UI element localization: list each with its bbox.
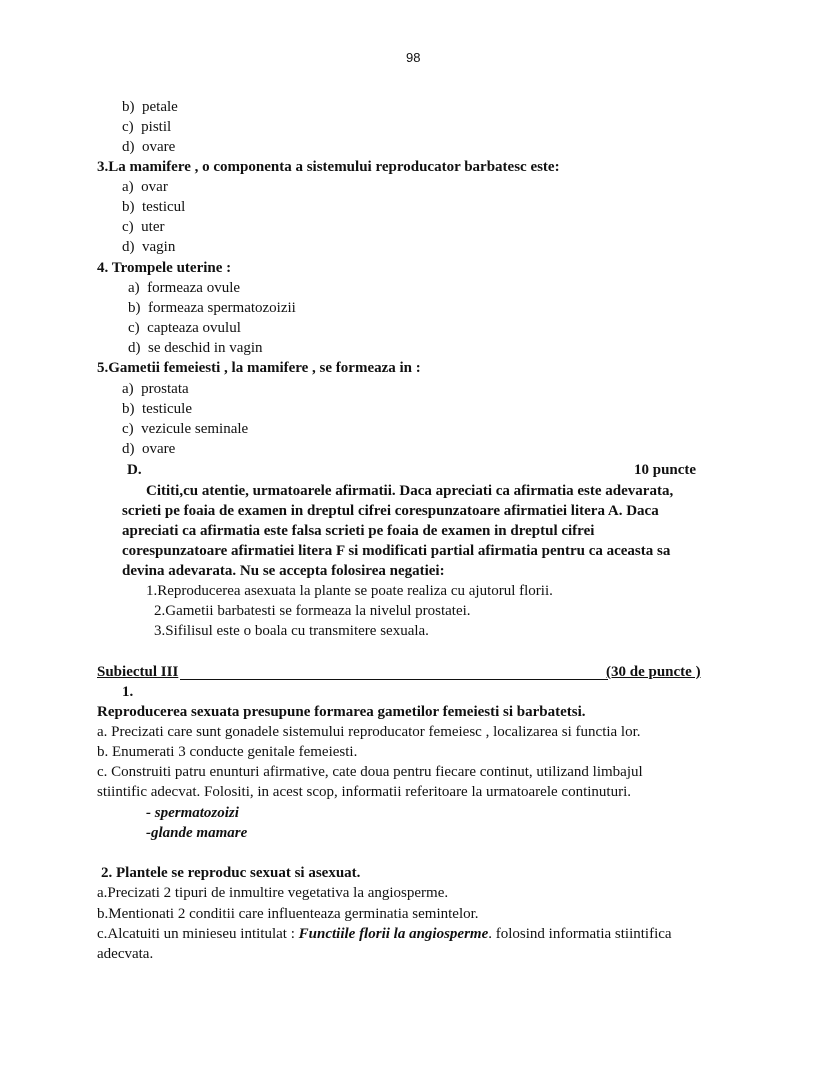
list-item: b) testicule bbox=[122, 401, 192, 417]
list-item: c) uter bbox=[122, 219, 165, 235]
question-3-title: 3.La mamifere , o componenta a sistemului reproducator barbatesc este: bbox=[97, 159, 560, 175]
instruction-line: Cititi,cu atentie, urmatoarele afirmatii. Daca apreciati ca afirmatia este adevarata, bbox=[146, 483, 674, 499]
item-1-c-cont: stiintific adecvat. Folositi, in acest scop, informatii referitoare la urmatoarele continuturi. bbox=[97, 784, 631, 800]
list-item: a) ovar bbox=[122, 179, 168, 195]
subject-3-points: (30 de puncte ) bbox=[606, 664, 701, 680]
instruction-line: devina adevarata. Nu se accepta folosirea negatiei: bbox=[122, 563, 445, 579]
list-item: b) petale bbox=[122, 99, 178, 115]
list-item: a) prostata bbox=[122, 381, 189, 397]
item-2-a: a.Precizati 2 tipuri de inmultire vegetativa la angiosperme. bbox=[97, 885, 449, 901]
item-2-heading: 2. Plantele se reproduc sexuat si asexuat. bbox=[101, 865, 361, 881]
instruction-line: apreciati ca afirmatia este falsa scrieti pe foaia de examen in dreptul cifrei bbox=[122, 523, 595, 539]
content-item: - spermatozoizi bbox=[146, 805, 239, 821]
list-item: c) capteaza ovulul bbox=[128, 320, 241, 336]
section-d-label: D. bbox=[127, 462, 142, 478]
question-4-title: 4. Trompele uterine : bbox=[97, 260, 232, 276]
underline-divider bbox=[180, 679, 608, 680]
question-5-title: 5.Gametii femeiesti , la mamifere , se formeaza in : bbox=[97, 360, 421, 376]
item-2-b: b.Mentionati 2 conditii care influenteaza germinatia semintelor. bbox=[97, 906, 479, 922]
subject-3-title: Subiectul III bbox=[97, 664, 179, 680]
page-number: 98 bbox=[406, 50, 421, 65]
essay-title: Functiile florii la angiosperme bbox=[298, 926, 489, 942]
item-1-b: b. Enumerati 3 conducte genitale femeiesti. bbox=[97, 744, 358, 760]
statement: 2.Gametii barbatesti se formeaza la nivelul prostatei. bbox=[154, 603, 471, 619]
content-item: -glande mamare bbox=[146, 825, 248, 841]
list-item: d) ovare bbox=[122, 139, 176, 155]
list-item: b) testicul bbox=[122, 199, 186, 215]
item-1-number: 1. bbox=[122, 684, 134, 700]
item-1-heading: Reproducerea sexuata presupune formarea gametilor femeiesti si barbatetsi. bbox=[97, 704, 586, 720]
item-2-c-cont: adecvata. bbox=[97, 946, 154, 962]
list-item: d) vagin bbox=[122, 239, 176, 255]
item-1-a: a. Precizati care sunt gonadele sistemului reproducator femeiesc , localizarea si functia lor. bbox=[97, 724, 641, 740]
instruction-line: corespunzatoare afirmatiei litera F si modificati partial afirmatia pentru ca aceasta sa bbox=[122, 543, 671, 559]
list-item: d) se deschid in vagin bbox=[128, 340, 263, 356]
list-item: d) ovare bbox=[122, 441, 176, 457]
item-2-c: c.Alcatuiti un minieseu intitulat : Functiile florii la angiosperme. folosind informatia stiintifica bbox=[97, 926, 672, 942]
list-item: c) vezicule seminale bbox=[122, 421, 249, 437]
statement: 1.Reproducerea asexuata la plante se poate realiza cu ajutorul florii. bbox=[146, 583, 553, 599]
statement: 3.Sifilisul este o boala cu transmitere sexuala. bbox=[154, 623, 429, 639]
instruction-line: scrieti pe foaia de examen in dreptul cifrei corespunzatoare afirmatiei litera A. Daca bbox=[122, 503, 659, 519]
list-item: c) pistil bbox=[122, 119, 172, 135]
list-item: a) formeaza ovule bbox=[128, 280, 241, 296]
list-item: b) formeaza spermatozoizii bbox=[128, 300, 296, 316]
item-1-c: c. Construiti patru enunturi afirmative, cate doua pentru fiecare continut, utilizand limbajul bbox=[97, 764, 643, 780]
section-d-points: 10 puncte bbox=[634, 462, 697, 478]
